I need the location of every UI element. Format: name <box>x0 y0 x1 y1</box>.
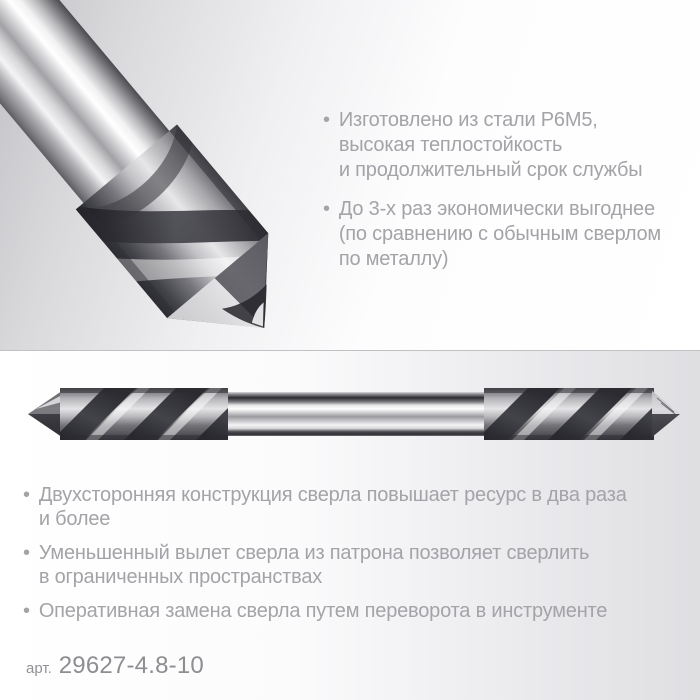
feature-line: Уменьшенный вылет сверла из патрона позволяет сверлить <box>38 542 590 564</box>
feature-item <box>323 197 695 272</box>
double-ended-drill-image <box>24 388 684 440</box>
article-number <box>26 652 204 680</box>
feature-line: по металлу) <box>338 248 449 270</box>
bullet-icon: • <box>23 484 30 506</box>
article-value: 29627-4.8-10 <box>58 652 204 679</box>
bullet-icon: • <box>323 198 330 220</box>
feature-line: Изготовлено из стали Р6М5, <box>338 109 598 131</box>
feature-item <box>23 483 693 531</box>
bullet-icon: • <box>23 600 30 622</box>
feature-line: высокая теплостойкость <box>338 134 563 156</box>
feature-line: Оперативная замена сверла путем переворота в инструменте <box>38 600 608 622</box>
feature-line: До 3-х раз экономически выгоднее <box>338 198 655 220</box>
feature-line: в ограниченных пространствах <box>38 566 323 588</box>
feature-item <box>23 599 693 623</box>
feature-line: и продолжительный срок службы <box>338 159 643 181</box>
bullet-icon: • <box>23 542 30 564</box>
top-feature-list <box>323 108 695 286</box>
feature-item <box>23 541 693 589</box>
feature-line: (по сравнению с обычным сверлом <box>338 223 661 245</box>
drill-tip-macro-photo <box>0 0 348 350</box>
article-label: арт. <box>26 660 52 677</box>
double-ended-drill-photo <box>24 388 684 440</box>
bottom-feature-list <box>23 483 693 633</box>
feature-item <box>323 108 695 183</box>
feature-line: и более <box>38 508 111 530</box>
feature-line: Двухсторонняя конструкция сверла повышает ресурс в два раза <box>38 484 627 506</box>
bottom-section <box>0 351 700 700</box>
bullet-icon: • <box>323 109 330 131</box>
drill-tip-macro-image <box>0 0 348 350</box>
